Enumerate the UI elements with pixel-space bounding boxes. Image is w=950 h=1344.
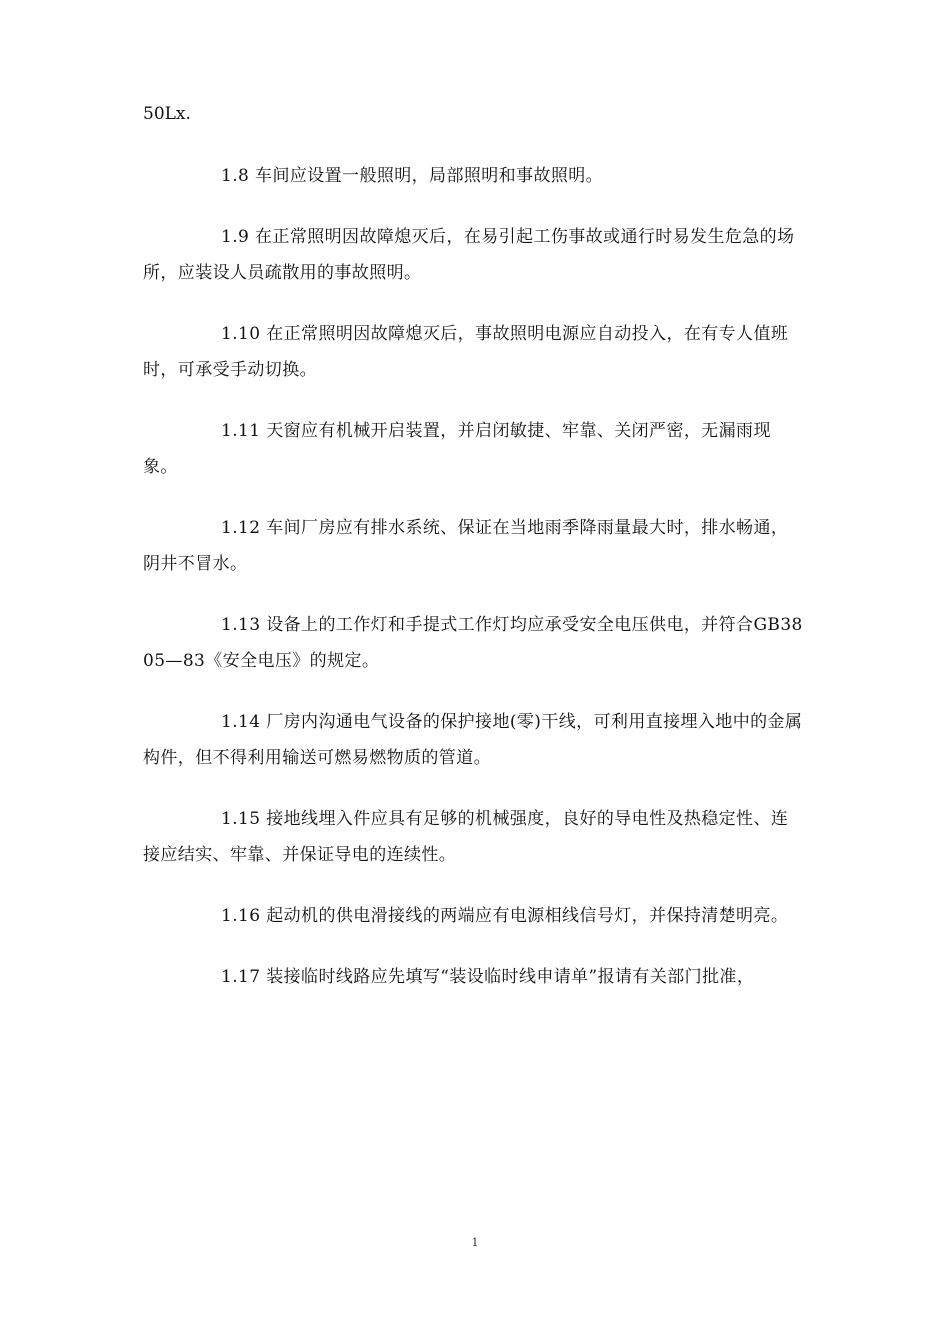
paragraph-1-17: 1.17 装接临时线路应先填写“装设临时线申请单”报请有关部门批准， [221, 967, 755, 987]
paragraph-1-12: 1.12 车间厂房应有排水系统、保证在当地雨季降雨量最大时，排水畅通，阴井不冒水。 [143, 518, 789, 574]
paragraph-1-14: 1.14 厂房内沟通电气设备的保护接地(零)干线，可利用直接埋入地中的金属构件，但不得利用输送可燃易燃物质的管道。 [143, 712, 803, 768]
continued-line: 50Lx. [143, 104, 191, 124]
paragraph-1-16: 1.16 起动机的供电滑接线的两端应有电源相线信号灯，并保持清楚明亮。 [221, 906, 789, 926]
paragraph-1-15: 1.15 接地线埋入件应具有足够的机械强度，良好的导电性及热稳定性、连接应结实、牢靠、并保证导电的连续性。 [143, 809, 789, 865]
document-body [143, 96, 805, 1020]
paragraph-1-9: 1.9 在正常照明因故障熄灭后，在易引起工伤事故或通行时易发生危急的场所，应装设人员疏散用的事故照明。 [143, 227, 795, 283]
paragraph-1-11: 1.11 天窗应有机械开启装置，并启闭敏捷、牢靠、关闭严密，无漏雨现象。 [143, 421, 771, 477]
paragraph-1-8: 1.8 车间应设置一般照明，局部照明和事故照明。 [221, 166, 604, 186]
page-number: 1 [471, 1236, 479, 1249]
paragraph-1-13: 1.13 设备上的工作灯和手提式工作灯均应承受安全电压供电，并符合GB3805—83《安全电压》的规定。 [143, 615, 803, 671]
paragraph-1-10: 1.10 在正常照明因故障熄灭后，事故照明电源应自动投入，在有专人值班时，可承受手动切换。 [143, 324, 789, 380]
